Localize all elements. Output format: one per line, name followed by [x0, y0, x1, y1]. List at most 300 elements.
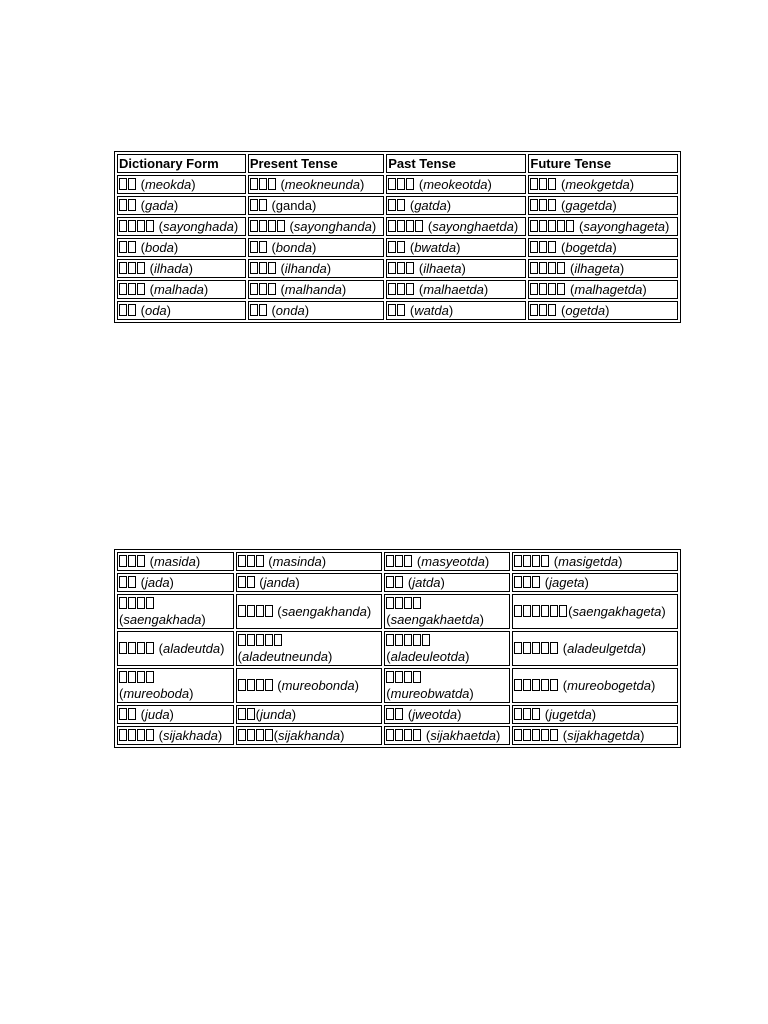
hangul-glyph-boxes: [119, 554, 146, 569]
header-future-tense: Future Tense: [528, 154, 678, 173]
missing-glyph-box: [268, 283, 276, 295]
missing-glyph-box: [128, 241, 136, 253]
romanization-text: aladeutda: [162, 641, 221, 656]
missing-glyph-box: [539, 199, 547, 211]
hangul-glyph-boxes: [530, 198, 557, 213]
missing-glyph-box: [395, 729, 403, 741]
missing-glyph-box: [250, 304, 258, 316]
missing-glyph-box: [259, 178, 267, 190]
missing-glyph-box: [406, 262, 414, 274]
missing-glyph-box: [256, 729, 264, 741]
missing-glyph-box: [119, 708, 127, 720]
hangul-glyph-boxes: [388, 177, 415, 192]
cell-present-tense: (aladeutneunda): [236, 631, 383, 666]
hangul-glyph-boxes: [514, 604, 568, 619]
missing-glyph-box: [259, 241, 267, 253]
missing-glyph-box: [548, 199, 556, 211]
missing-glyph-box: [404, 671, 412, 683]
hangul-glyph-boxes: [514, 728, 559, 743]
romanization-text: onda: [275, 303, 305, 318]
missing-glyph-box: [388, 199, 396, 211]
missing-glyph-box: [395, 576, 403, 588]
missing-glyph-box: [514, 729, 522, 741]
hangul-glyph-boxes: [119, 707, 137, 722]
cell-dictionary-form: (boda): [117, 238, 246, 257]
missing-glyph-box: [514, 605, 522, 617]
hangul-glyph-boxes: [250, 261, 277, 276]
romanization-text: malhanda: [284, 282, 342, 297]
missing-glyph-box: [128, 729, 136, 741]
missing-glyph-box: [247, 555, 255, 567]
missing-glyph-box: [395, 708, 403, 720]
missing-glyph-box: [265, 605, 273, 617]
hangul-glyph-boxes: [250, 219, 286, 234]
missing-glyph-box: [413, 729, 421, 741]
missing-glyph-box: [388, 283, 396, 295]
table-row: [117, 175, 678, 194]
missing-glyph-box: [247, 605, 255, 617]
missing-glyph-box: [250, 241, 258, 253]
missing-glyph-box: [397, 178, 405, 190]
missing-glyph-box: [128, 283, 136, 295]
missing-glyph-box: [259, 220, 267, 232]
missing-glyph-box: [541, 555, 549, 567]
missing-glyph-box: [532, 555, 540, 567]
cell-dictionary-form: (jada): [117, 573, 234, 592]
missing-glyph-box: [119, 241, 127, 253]
missing-glyph-box: [259, 304, 267, 316]
romanization-text: meokeotda: [423, 177, 488, 192]
missing-glyph-box: [388, 178, 396, 190]
missing-glyph-box: [514, 576, 522, 588]
missing-glyph-box: [247, 679, 255, 691]
cell-future-tense: (sijakhagetda): [512, 726, 678, 745]
missing-glyph-box: [386, 597, 394, 609]
hangul-glyph-boxes: [119, 728, 155, 743]
missing-glyph-box: [548, 304, 556, 316]
missing-glyph-box: [256, 634, 264, 646]
romanization-text: mureobogetda: [567, 678, 651, 693]
cell-past-tense: (sayonghaetda): [386, 217, 526, 236]
missing-glyph-box: [532, 679, 540, 691]
romanization-text: meokgetda: [565, 177, 630, 192]
missing-glyph-box: [247, 576, 255, 588]
romanization-text: mureobonda: [281, 678, 355, 693]
romanization-text: jugetda: [549, 707, 592, 722]
missing-glyph-box: [119, 262, 127, 274]
hangul-glyph-boxes: [530, 282, 566, 297]
missing-glyph-box: [268, 262, 276, 274]
missing-glyph-box: [406, 178, 414, 190]
cell-past-tense: (meokeotda): [386, 175, 526, 194]
missing-glyph-box: [259, 262, 267, 274]
hangul-glyph-boxes: [119, 282, 146, 297]
missing-glyph-box: [530, 220, 538, 232]
hangul-glyph-boxes: [386, 596, 422, 611]
missing-glyph-box: [539, 241, 547, 253]
romanization-text: janda: [263, 575, 296, 590]
table-row: [117, 668, 678, 703]
cell-present-tense: (ganda): [248, 196, 384, 215]
table-row: [117, 217, 678, 236]
hangul-glyph-boxes: [250, 177, 277, 192]
hangul-glyph-boxes: [514, 575, 541, 590]
cell-present-tense: (mureobonda): [236, 668, 383, 703]
table-row: [117, 631, 678, 666]
missing-glyph-box: [532, 576, 540, 588]
missing-glyph-box: [395, 555, 403, 567]
missing-glyph-box: [548, 220, 556, 232]
missing-glyph-box: [137, 262, 145, 274]
missing-glyph-box: [247, 729, 255, 741]
romanization-text: oda: [144, 303, 167, 318]
hangul-glyph-boxes: [388, 198, 406, 213]
hangul-glyph-boxes: [530, 240, 557, 255]
romanization-text: saengakhanda: [281, 604, 367, 619]
romanization-text: boda: [144, 240, 174, 255]
cell-past-tense: (jatda): [384, 573, 510, 592]
table-row: [117, 594, 678, 629]
missing-glyph-box: [523, 576, 531, 588]
missing-glyph-box: [268, 178, 276, 190]
missing-glyph-box: [386, 576, 394, 588]
romanization-text: gagetda: [565, 198, 613, 213]
hangul-glyph-boxes: [388, 303, 406, 318]
cell-past-tense: (masyeotda): [384, 552, 510, 571]
cell-present-tense: (bonda): [248, 238, 384, 257]
romanization-text: malhaetda: [423, 282, 484, 297]
hangul-glyph-boxes: [119, 219, 155, 234]
missing-glyph-box: [265, 634, 273, 646]
hangul-glyph-boxes: [530, 177, 557, 192]
hangul-glyph-boxes: [530, 261, 566, 276]
cell-dictionary-form: (masida): [117, 552, 234, 571]
table-row: [117, 238, 678, 257]
missing-glyph-box: [388, 220, 396, 232]
missing-glyph-box: [128, 262, 136, 274]
romanization-text: masyeotda: [421, 554, 485, 569]
missing-glyph-box: [256, 605, 264, 617]
missing-glyph-box: [119, 199, 127, 211]
cell-future-tense: (gagetda): [528, 196, 678, 215]
missing-glyph-box: [539, 283, 547, 295]
missing-glyph-box: [238, 679, 246, 691]
romanization-text: jatda: [412, 575, 441, 590]
cell-dictionary-form: (saengakhada): [117, 594, 234, 629]
missing-glyph-box: [541, 605, 549, 617]
missing-glyph-box: [406, 283, 414, 295]
missing-glyph-box: [388, 304, 396, 316]
hangul-glyph-boxes: [119, 596, 155, 611]
missing-glyph-box: [548, 283, 556, 295]
hangul-glyph-boxes: [250, 240, 268, 255]
hangul-glyph-boxes: [514, 554, 550, 569]
missing-glyph-box: [548, 262, 556, 274]
romanization-text: gada: [144, 198, 174, 213]
missing-glyph-box: [514, 642, 522, 654]
hangul-glyph-boxes: [119, 177, 137, 192]
romanization-text: gatda: [414, 198, 447, 213]
missing-glyph-box: [548, 241, 556, 253]
romanization-text: ganda: [275, 198, 312, 213]
romanization-text: meokneunda: [284, 177, 360, 192]
cell-past-tense: (jweotda): [384, 705, 510, 724]
missing-glyph-box: [530, 199, 538, 211]
hangul-glyph-boxes: [250, 198, 268, 213]
missing-glyph-box: [128, 555, 136, 567]
missing-glyph-box: [523, 708, 531, 720]
missing-glyph-box: [395, 634, 403, 646]
missing-glyph-box: [404, 729, 412, 741]
missing-glyph-box: [523, 729, 531, 741]
header-present-tense: Present Tense: [248, 154, 384, 173]
missing-glyph-box: [514, 708, 522, 720]
table-row: [117, 301, 678, 320]
missing-glyph-box: [146, 220, 154, 232]
missing-glyph-box: [256, 555, 264, 567]
romanization-text: sijakhada: [162, 728, 218, 743]
cell-dictionary-form: (juda): [117, 705, 234, 724]
missing-glyph-box: [557, 220, 565, 232]
romanization-text: sijakhaetda: [430, 728, 497, 743]
table-row: [117, 259, 678, 278]
hangul-glyph-boxes: [119, 240, 137, 255]
cell-past-tense: (ilhaeta): [386, 259, 526, 278]
cell-future-tense: (aladeulgetda): [512, 631, 678, 666]
hangul-glyph-boxes: [514, 641, 559, 656]
missing-glyph-box: [238, 555, 246, 567]
missing-glyph-box: [550, 605, 558, 617]
missing-glyph-box: [119, 729, 127, 741]
missing-glyph-box: [265, 729, 273, 741]
romanization-text: saengakhageta: [572, 604, 662, 619]
missing-glyph-box: [530, 178, 538, 190]
romanization-text: bonda: [275, 240, 312, 255]
missing-glyph-box: [539, 220, 547, 232]
cell-past-tense: (saengakhaetda): [384, 594, 510, 629]
missing-glyph-box: [119, 220, 127, 232]
hangul-glyph-boxes: [386, 670, 422, 685]
missing-glyph-box: [541, 729, 549, 741]
missing-glyph-box: [539, 262, 547, 274]
cell-past-tense: (bwatda): [386, 238, 526, 257]
cell-past-tense: (malhaetda): [386, 280, 526, 299]
cell-past-tense: (mureobwatda): [384, 668, 510, 703]
romanization-text: ilhaeta: [423, 261, 462, 276]
missing-glyph-box: [397, 220, 405, 232]
hangul-glyph-boxes: [250, 303, 268, 318]
cell-future-tense: (meokgetda): [528, 175, 678, 194]
missing-glyph-box: [386, 708, 394, 720]
missing-glyph-box: [250, 199, 258, 211]
romanization-text: aladeuleotda: [390, 649, 466, 664]
missing-glyph-box: [550, 642, 558, 654]
cell-present-tense: (janda): [236, 573, 383, 592]
romanization-text: mureoboda: [123, 686, 190, 701]
missing-glyph-box: [137, 671, 145, 683]
cell-dictionary-form: (meokda): [117, 175, 246, 194]
cell-present-tense: (malhanda): [248, 280, 384, 299]
hangul-glyph-boxes: [238, 707, 256, 722]
cell-future-tense: (ilhageta): [528, 259, 678, 278]
romanization-text: malhada: [153, 282, 204, 297]
hangul-glyph-boxes: [386, 633, 431, 648]
hangul-glyph-boxes: [250, 282, 277, 297]
romanization-text: jweotda: [412, 707, 458, 722]
table-body: [117, 175, 678, 320]
missing-glyph-box: [268, 220, 276, 232]
missing-glyph-box: [539, 178, 547, 190]
cell-present-tense: (masinda): [236, 552, 383, 571]
hangul-glyph-boxes: [388, 282, 415, 297]
hangul-glyph-boxes: [388, 219, 424, 234]
table-row: [117, 196, 678, 215]
table-body: [117, 552, 678, 745]
missing-glyph-box: [265, 679, 273, 691]
table-row: [117, 573, 678, 592]
romanization-text: jageta: [549, 575, 585, 590]
cell-future-tense: (ogetda): [528, 301, 678, 320]
cell-future-tense: (sayonghageta): [528, 217, 678, 236]
missing-glyph-box: [128, 199, 136, 211]
missing-glyph-box: [137, 220, 145, 232]
missing-glyph-box: [250, 178, 258, 190]
missing-glyph-box: [413, 597, 421, 609]
missing-glyph-box: [250, 283, 258, 295]
cell-dictionary-form: (malhada): [117, 280, 246, 299]
missing-glyph-box: [128, 708, 136, 720]
missing-glyph-box: [238, 634, 246, 646]
hangul-glyph-boxes: [238, 575, 256, 590]
missing-glyph-box: [550, 729, 558, 741]
hangul-glyph-boxes: [119, 641, 155, 656]
missing-glyph-box: [247, 634, 255, 646]
hangul-glyph-boxes: [530, 303, 557, 318]
cell-future-tense: (jageta): [512, 573, 678, 592]
cell-future-tense: (saengakhageta): [512, 594, 678, 629]
missing-glyph-box: [523, 642, 531, 654]
romanization-text: watda: [414, 303, 449, 318]
missing-glyph-box: [119, 555, 127, 567]
hangul-glyph-boxes: [386, 575, 404, 590]
hangul-glyph-boxes: [386, 707, 404, 722]
missing-glyph-box: [256, 679, 264, 691]
missing-glyph-box: [137, 729, 145, 741]
missing-glyph-box: [413, 634, 421, 646]
missing-glyph-box: [557, 262, 565, 274]
hangul-glyph-boxes: [238, 554, 265, 569]
romanization-text: ilhada: [153, 261, 189, 276]
missing-glyph-box: [566, 220, 574, 232]
table-header-row: [117, 154, 678, 173]
missing-glyph-box: [397, 262, 405, 274]
missing-glyph-box: [386, 729, 394, 741]
missing-glyph-box: [386, 671, 394, 683]
hangul-glyph-boxes: [238, 728, 274, 743]
missing-glyph-box: [541, 642, 549, 654]
verb-conjugation-table-1: [114, 151, 681, 323]
missing-glyph-box: [128, 576, 136, 588]
hangul-glyph-boxes: [119, 670, 155, 685]
missing-glyph-box: [277, 220, 285, 232]
missing-glyph-box: [128, 220, 136, 232]
romanization-text: saengakhaetda: [390, 612, 480, 627]
romanization-text: mureobwatda: [390, 686, 470, 701]
missing-glyph-box: [128, 597, 136, 609]
missing-glyph-box: [238, 576, 246, 588]
missing-glyph-box: [119, 642, 127, 654]
cell-present-tense: (junda): [236, 705, 383, 724]
missing-glyph-box: [523, 555, 531, 567]
romanization-text: junda: [259, 707, 292, 722]
romanization-text: sayonghaetda: [432, 219, 514, 234]
romanization-text: ilhageta: [574, 261, 620, 276]
missing-glyph-box: [238, 729, 246, 741]
hangul-glyph-boxes: [119, 303, 137, 318]
missing-glyph-box: [274, 634, 282, 646]
cell-future-tense: (malhagetda): [528, 280, 678, 299]
missing-glyph-box: [532, 708, 540, 720]
missing-glyph-box: [388, 262, 396, 274]
missing-glyph-box: [397, 199, 405, 211]
cell-future-tense: (masigetda): [512, 552, 678, 571]
missing-glyph-box: [128, 178, 136, 190]
romanization-text: bogetda: [565, 240, 613, 255]
verb-conjugation-table-2: [114, 549, 681, 748]
hangul-glyph-boxes: [238, 604, 274, 619]
hangul-glyph-boxes: [388, 261, 415, 276]
romanization-text: bwatda: [414, 240, 457, 255]
missing-glyph-box: [259, 283, 267, 295]
cell-present-tense: (ilhanda): [248, 259, 384, 278]
hangul-glyph-boxes: [386, 728, 422, 743]
missing-glyph-box: [250, 220, 258, 232]
missing-glyph-box: [119, 283, 127, 295]
romanization-text: saengakhada: [123, 612, 202, 627]
romanization-text: ilhanda: [284, 261, 327, 276]
cell-past-tense: (aladeuleotda): [384, 631, 510, 666]
missing-glyph-box: [146, 729, 154, 741]
hangul-glyph-boxes: [119, 261, 146, 276]
missing-glyph-box: [146, 597, 154, 609]
missing-glyph-box: [539, 304, 547, 316]
missing-glyph-box: [119, 671, 127, 683]
table-row: [117, 280, 678, 299]
romanization-text: malhagetda: [574, 282, 643, 297]
cell-dictionary-form: (oda): [117, 301, 246, 320]
header-past-tense: Past Tense: [386, 154, 526, 173]
romanization-text: masinda: [272, 554, 322, 569]
missing-glyph-box: [532, 642, 540, 654]
cell-dictionary-form: (ilhada): [117, 259, 246, 278]
missing-glyph-box: [397, 283, 405, 295]
table-row: [117, 726, 678, 745]
missing-glyph-box: [530, 262, 538, 274]
missing-glyph-box: [550, 679, 558, 691]
missing-glyph-box: [146, 642, 154, 654]
missing-glyph-box: [406, 220, 414, 232]
missing-glyph-box: [404, 634, 412, 646]
romanization-text: sayonghada: [162, 219, 234, 234]
cell-present-tense: (saengakhanda): [236, 594, 383, 629]
missing-glyph-box: [119, 576, 127, 588]
hangul-glyph-boxes: [238, 633, 283, 648]
cell-present-tense: (sijakhanda): [236, 726, 383, 745]
missing-glyph-box: [137, 597, 145, 609]
romanization-text: masida: [153, 554, 196, 569]
cell-past-tense: (gatda): [386, 196, 526, 215]
hangul-glyph-boxes: [119, 198, 137, 213]
